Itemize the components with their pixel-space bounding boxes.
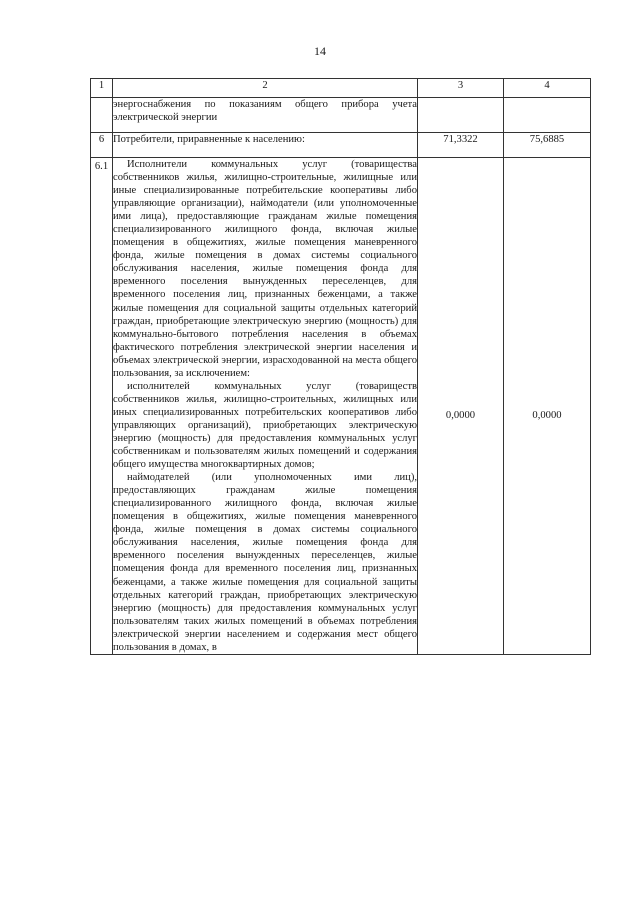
row-number-cell	[91, 98, 113, 133]
page-number: 14	[314, 44, 326, 58]
paragraph-3: наймодателей (или уполномоченных ими лиц), предоставляющих гражданам жилые помещения специализированного жилищного фонда, включая жилые помещения в общежитиях, жилые помещения маневренного фонда, жилые помещения в домах системы социального обслуживания населения, жилые помещения фонда для временного поселения вынужденных переселенцев, жилые помещения фонда для временного поселения лиц, признанных беженцами, а также жилые помещения для социальной защиты отдельных категорий граждан, приобретающих электрическую энергию (мощность) для предоставления коммунальных услуг пользователям таких жилых помещений в объемах потребления электрической энергии населением и содержания мест общего пользования в домах, в	[113, 472, 417, 653]
value-cell-col3: 71,3322	[418, 133, 504, 158]
row-number-cell: 6.1	[91, 158, 113, 655]
header-col-2: 2	[113, 79, 418, 98]
row-description: Потребители, приравненные к населению:	[113, 133, 418, 158]
paragraph-1: Исполнители коммунальных услуг (товарищества собственников жилья, жилищно-строительные, жилищные или иные специализированные потребительские кооперативы либо управляющие организации), наймодатели (или уполномоченные ими лица), предоставляющие гражданам жилые помещения специализированного жилищного фонда, включая жилые помещения в общежитиях, жилые помещения маневренного фонда, жилые помещения в домах системы социального обслуживания населения, жилые помещения фонда для временного поселения вынужденных переселенцев, для временного поселения лиц, признанных беженцами, а также жилые помещения для социальной защиты отдельных категорий граждан, приобретающие электрическую энергию (мощность) для коммунально-бытового потребления населения в объемах фактического потребления электрической энергии населения и объемах электрической энергии, израсходованной на места общего пользования, за исключением:	[113, 159, 417, 379]
header-col-3: 3	[418, 79, 504, 98]
table-header-row	[91, 79, 591, 98]
value-cell-col3	[418, 98, 504, 133]
row-description: энергоснабжения по показаниям общего прибора учета электрической энергии	[113, 98, 418, 133]
value-cell-col3: 0,0000	[418, 158, 504, 655]
table-row-continuation	[91, 98, 591, 133]
tariff-table	[90, 78, 591, 655]
header-col-4: 4	[504, 79, 591, 98]
row-description	[113, 158, 418, 655]
table-row-6	[91, 133, 591, 158]
value-cell-col4	[504, 98, 591, 133]
value-cell-col4: 75,6885	[504, 133, 591, 158]
value-cell-col4: 0,0000	[504, 158, 591, 655]
row-number-cell: 6	[91, 133, 113, 158]
paragraph-2: исполнителей коммунальных услуг (товариществ собственников жилья, жилищно-строительных, жилищных или иных специализированных потребительских кооперативов либо управляющих организаций), приобретающих электрическую энергию (мощность) для предоставления коммунальных услуг собственникам и пользователям жилых помещений и содержания общего имущества многоквартирных домов;	[113, 380, 417, 471]
table-row-6-1	[91, 158, 591, 655]
header-col-1: 1	[91, 79, 113, 98]
